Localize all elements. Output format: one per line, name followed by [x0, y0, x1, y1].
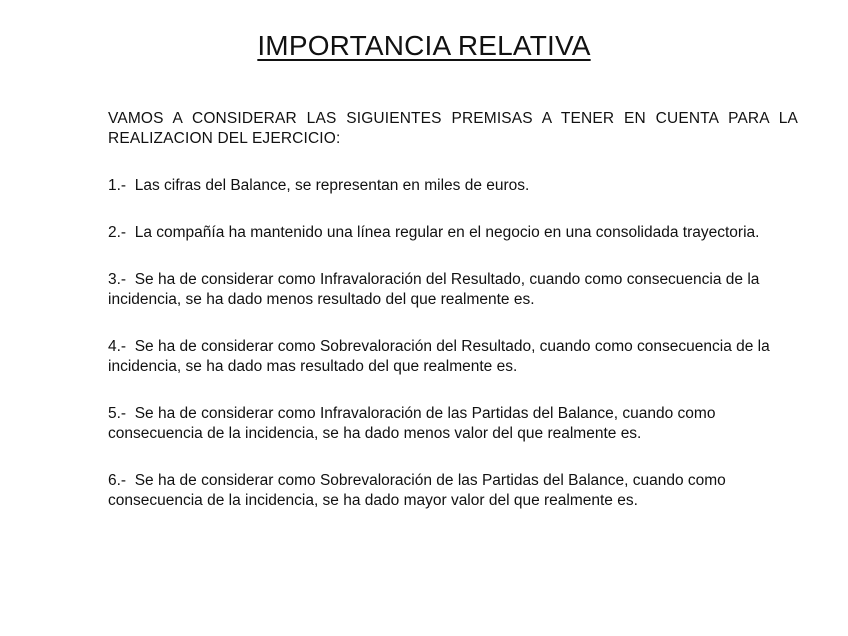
premise-item-1 — [108, 176, 798, 196]
premise-item-6 — [108, 471, 798, 511]
premise-text: Se ha de considerar como Infravaloración de las Partidas del Balance, cuando como consecuencia de la incidencia, se ha dado menos valor del que realmente es. — [108, 405, 716, 442]
premise-item-3 — [108, 270, 798, 310]
premise-number: 2.- — [108, 224, 127, 241]
premise-item-2 — [108, 223, 798, 243]
premise-item-5 — [108, 404, 798, 444]
page-title: IMPORTANCIA RELATIVA — [257, 30, 591, 61]
premise-text: Se ha de considerar como Sobrevaloración del Resultado, cuando como consecuencia de la incidencia, se ha dado mas resultado del que realmente es. — [108, 338, 770, 375]
premise-text: La compañía ha mantenido una línea regular en el negocio en una consolidada trayectoria. — [134, 224, 760, 241]
intro-paragraph: VAMOS A CONSIDERAR LAS SIGUIENTES PREMISAS A TENER EN CUENTA PARA LA REALIZACION DEL EJERCICIO: — [108, 110, 798, 147]
premise-text: Se ha de considerar como Infravaloración del Resultado, cuando como consecuencia de la incidencia, se ha dado menos resultado del que realmente es. — [108, 271, 760, 308]
premise-number: 4.- — [108, 338, 127, 355]
document-body — [108, 109, 798, 538]
premise-number: 3.- — [108, 271, 127, 288]
premise-text: Se ha de considerar como Sobrevaloración de las Partidas del Balance, cuando como consecuencia de la incidencia, se ha dado mayor valor del que realmente es. — [108, 472, 726, 509]
premise-number: 6.- — [108, 472, 127, 489]
premise-number: 1.- — [108, 177, 127, 194]
premise-item-4 — [108, 337, 798, 377]
premise-number: 5.- — [108, 405, 127, 422]
premise-text: Las cifras del Balance, se representan en miles de euros. — [134, 177, 530, 194]
